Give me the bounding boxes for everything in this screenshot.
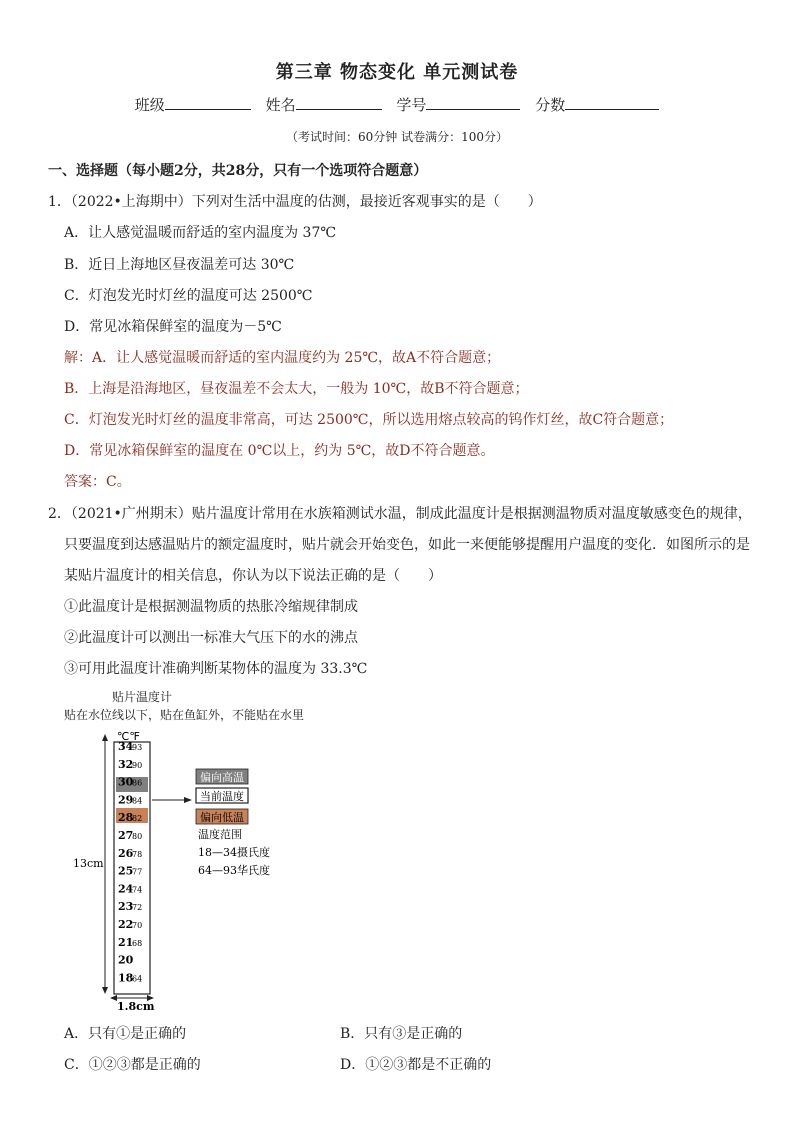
width-label: 1.8cm — [117, 1000, 155, 1013]
celsius-tick-label: 20 — [118, 953, 134, 967]
q1-solution-d: D．常见冰箱保鲜室的温度在 0℃以上，约为 5℃，故D不符合题意。 — [64, 443, 495, 459]
question-2-stem-line-3: 某贴片温度计的相关信息，你认为以下说法正确的是（ ） — [64, 568, 442, 584]
q1-solution-c: C．灯泡发光时灯丝的温度非常高，可达 2500℃，所以选用熔点较高的钨作灯丝，故C符合题意； — [64, 412, 674, 428]
fahrenheit-tick-label: 74 — [132, 885, 143, 895]
id-label: 学号 — [396, 96, 427, 114]
celsius-tick-label: 21 — [118, 935, 134, 949]
student-info-line — [0, 94, 794, 115]
q2-option-a: A．只有①是正确的 — [64, 1026, 187, 1042]
fahrenheit-tick-label: 86 — [132, 778, 143, 788]
class-blank[interactable] — [165, 95, 251, 110]
fahrenheit-tick-label: 78 — [132, 849, 143, 859]
q1-answer: 答案：C。 — [64, 474, 131, 490]
q2-option-c: C．①②③都是正确的 — [64, 1057, 201, 1073]
celsius-tick-label: 18 — [118, 971, 134, 985]
celsius-tick-label: 25 — [118, 864, 134, 878]
fahrenheit-tick-label: 70 — [132, 921, 143, 930]
score-blank[interactable] — [565, 95, 659, 110]
legend-high-label: 偏向高温 — [200, 771, 244, 784]
exam-note: （考试时间：60分钟 试卷满分：100分） — [286, 130, 508, 144]
fahrenheit-tick-label: 72 — [132, 903, 143, 913]
fahrenheit-tick-label: 64 — [132, 974, 143, 984]
length-label: 13cm — [73, 857, 104, 870]
question-2-stem-line-2: 只要温度到达感温贴片的额定温度时，贴片就会开始变色，如此一来便能够提醒用户温度的变化．如图所示的是 — [64, 537, 750, 553]
section-heading: 一、选择题（每小题2分，共28分，只有一个选项符合题意） — [48, 163, 428, 179]
fahrenheit-tick-label: 80 — [132, 832, 143, 841]
fahrenheit-tick-label: 84 — [132, 796, 143, 806]
celsius-tick-label: 30 — [118, 775, 134, 789]
q1-option-a: A．让人感觉温暖而舒适的室内温度为 37℃ — [64, 225, 337, 241]
name-label: 姓名 — [265, 96, 296, 114]
q2-statement-1: ①此温度计是根据测温物质的热胀冷缩规律制成 — [64, 599, 358, 615]
score-label: 分数 — [535, 96, 566, 114]
fahrenheit-tick-label: 68 — [132, 938, 143, 948]
q2-statement-3: ③可用此温度计准确判断某物体的温度为 33.3℃ — [64, 661, 368, 677]
q2-option-d: D．①②③都是不正确的 — [340, 1057, 492, 1073]
q2-option-b: B．只有③是正确的 — [340, 1026, 463, 1042]
celsius-tick-label: 26 — [118, 846, 134, 860]
celsius-tick-label: 29 — [118, 793, 134, 807]
figure-title: 贴片温度计 — [112, 690, 173, 704]
celsius-tick-label: 23 — [118, 900, 134, 914]
celsius-tick-label: 34 — [118, 740, 134, 753]
legend-low-label: 偏向低温 — [200, 811, 244, 824]
q1-solution-a: 解：A．让人感觉温暖而舒适的室内温度约为 25℃，故A不符合题意； — [64, 350, 501, 366]
page-title: 第三章 物态变化 单元测试卷 — [275, 62, 519, 83]
fahrenheit-tick-label: 93 — [132, 743, 143, 752]
fahrenheit-tick-label: 90 — [132, 760, 143, 770]
celsius-tick-label: 22 — [118, 918, 134, 931]
id-blank[interactable] — [426, 95, 520, 110]
celsius-tick-label: 28 — [118, 811, 134, 825]
range-fahrenheit: 64—93华氏度 — [198, 864, 270, 877]
question-1-stem: 1．（2022•上海期中）下列对生活中温度的估测，最接近客观事实的是（ ） — [48, 194, 542, 210]
q1-solution-b: B．上海是沿海地区，昼夜温差不会太大，一般为 10℃，故B不符合题意； — [64, 381, 529, 397]
fahrenheit-tick-label: 82 — [132, 814, 143, 824]
class-label: 班级 — [134, 96, 165, 114]
q1-option-b: B．近日上海地区昼夜温差可达 30℃ — [64, 257, 295, 273]
question-2-stem-line-1: 2．（2021•广州期末）贴片温度计常用在水族箱测试水温，制成此温度计是根据测温物质对温度敏感变色的规律， — [48, 506, 752, 522]
range-celsius: 18—34摄氏度 — [198, 846, 270, 859]
q1-option-c: C．灯泡发光时灯丝的温度可达 2500℃ — [64, 288, 313, 304]
q2-statement-2: ②此温度计可以测出一标准大气压下的水的沸点 — [64, 630, 358, 646]
range-title: 温度范围 — [198, 828, 242, 841]
celsius-tick-label: 27 — [118, 829, 134, 842]
fahrenheit-tick-label: 77 — [132, 867, 143, 877]
width-arrowhead-left — [110, 995, 117, 1001]
celsius-tick-label: 24 — [118, 882, 134, 896]
length-arrowhead-bottom — [102, 987, 108, 994]
q1-option-d: D．常见冰箱保鲜室的温度为－5℃ — [64, 319, 282, 335]
length-arrowhead-top — [102, 734, 108, 741]
name-blank[interactable] — [296, 95, 382, 110]
pointer-arrowhead — [184, 797, 192, 803]
celsius-tick-label: 32 — [118, 757, 134, 771]
units-label: ℃℉ — [117, 730, 140, 743]
thermometer-figure — [60, 728, 300, 1013]
legend-current-label: 当前温度 — [200, 790, 244, 803]
figure-caption: 贴在水位线以下，贴在鱼缸外，不能贴在水里 — [64, 708, 305, 722]
